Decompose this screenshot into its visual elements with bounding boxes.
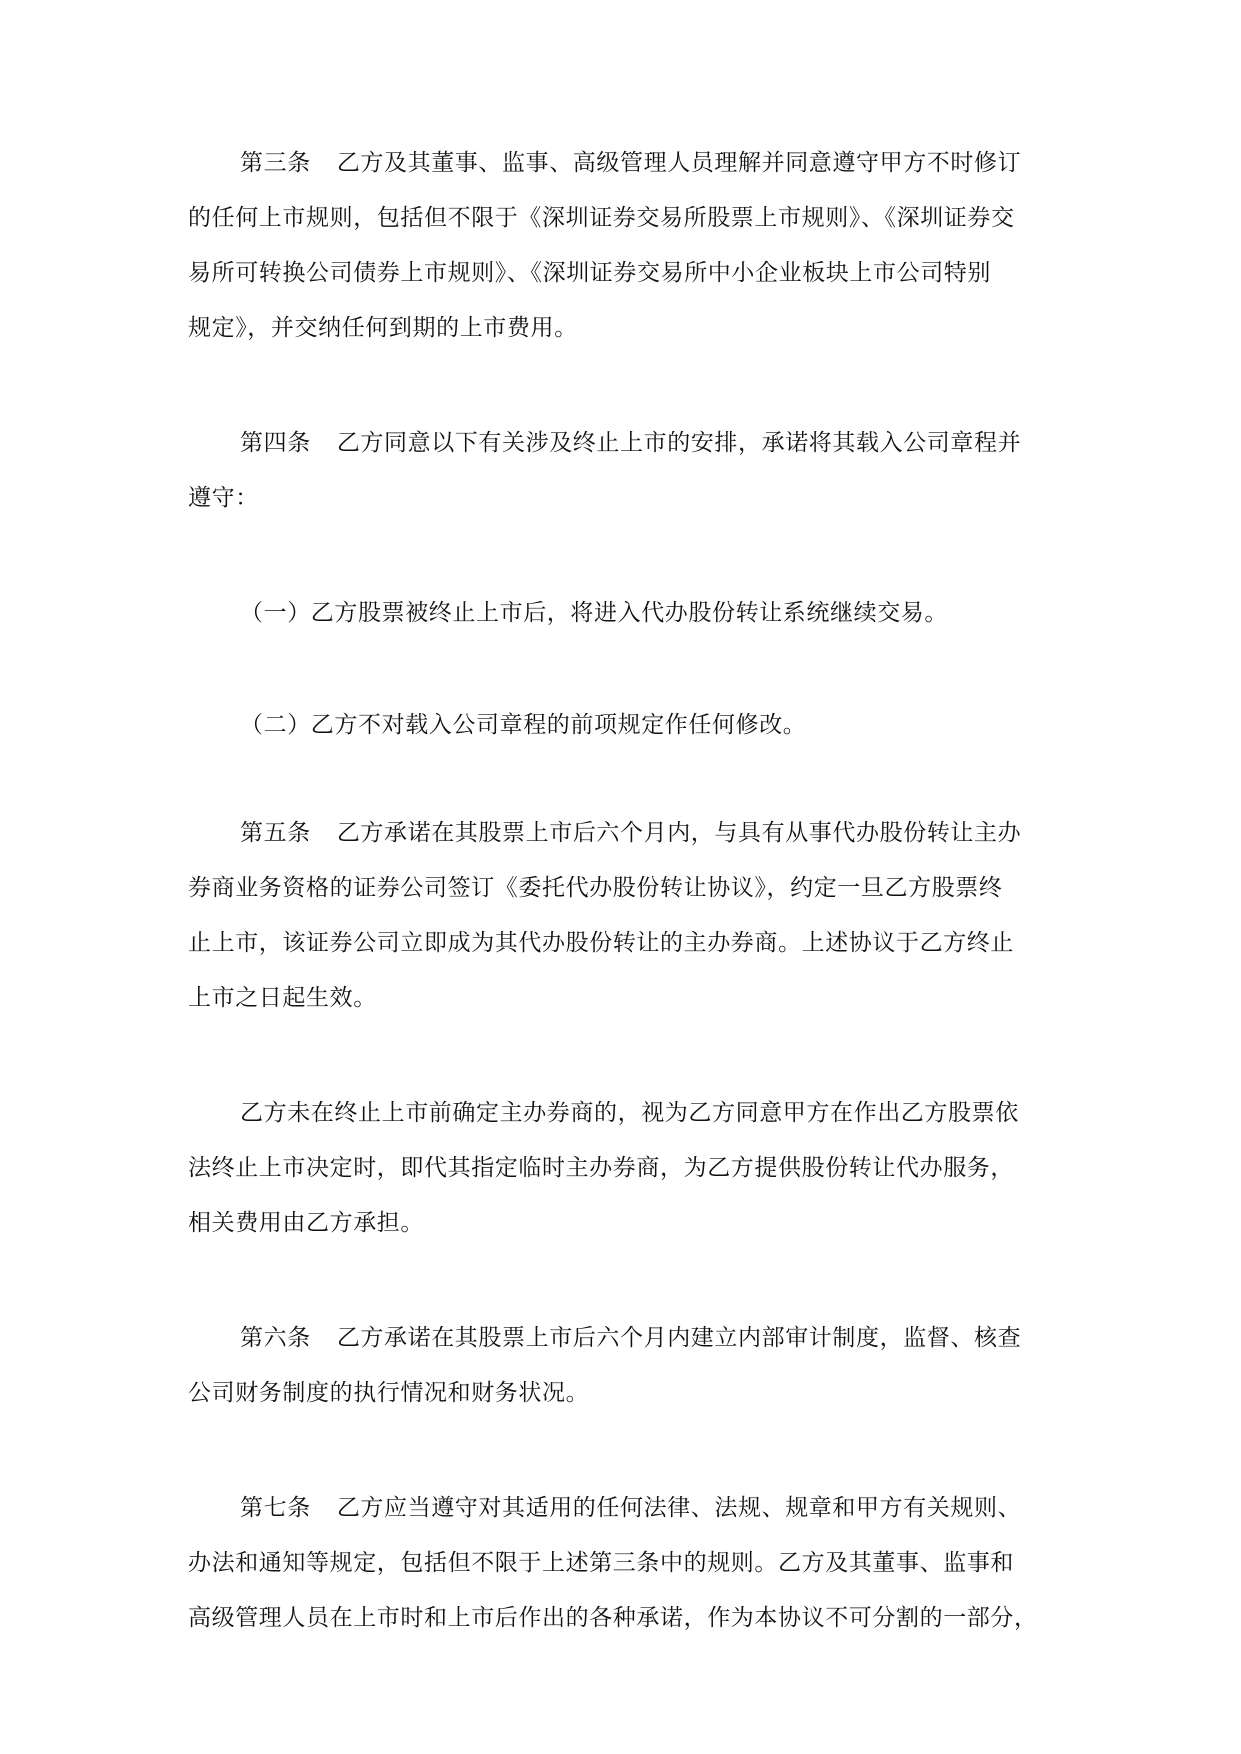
article-5-para-2-line-2: 法终止上市决定时，即代其指定临时主办券商，为乙方提供股份转让代办服务， [188,1155,1014,1181]
article-4-text: 乙方同意以下有关涉及终止上市的安排，承诺将其载入公司章程并 [336,430,1022,456]
article-6-line-1 [240,1323,1021,1353]
article-5-label: 第五条 [240,820,311,846]
article-4-line-1 [240,428,1021,458]
article-3-line-2: 的任何上市规则，包括但不限于《深圳证券交易所股票上市规则》、《深圳证券交 [188,205,1015,231]
article-3-line-4: 规定》，并交纳任何到期的上市费用。 [188,315,578,341]
article-7-label: 第七条 [240,1495,311,1521]
article-3-line-1 [240,148,1021,178]
article-5-para-2-line-1: 乙方未在终止上市前确定主办券商的，视为乙方同意甲方在作出乙方股票依 [240,1100,1019,1126]
article-6-text: 乙方承诺在其股票上市后六个月内建立内部审计制度，监督、核查 [336,1325,1022,1351]
article-4-item-2: （二）乙方不对载入公司章程的前项规定作任何修改。 [240,712,807,738]
article-3-line-3: 易所可转换公司债券上市规则》、《深圳证券交易所中小企业板块上市公司特别 [188,260,991,286]
article-7-line-3: 高级管理人员在上市时和上市后作出的各种承诺，作为本协议不可分割的一部分， [188,1605,1038,1631]
article-5-line-1 [240,818,1021,848]
article-5-line-2: 券商业务资格的证券公司签订《委托代办股份转让协议》，约定一旦乙方股票终 [188,875,1003,901]
article-6-line-2: 公司财务制度的执行情况和财务状况。 [188,1380,590,1406]
article-4-item-1: （一）乙方股票被终止上市后，将进入代办股份转让系统继续交易。 [240,600,948,626]
article-7-line-2: 办法和通知等规定，包括但不限于上述第三条中的规则。乙方及其董事、监事和 [188,1550,1014,1576]
article-5-para-2-line-3: 相关费用由乙方承担。 [188,1210,424,1236]
article-5-text: 乙方承诺在其股票上市后六个月内，与具有从事代办股份转让主办 [336,820,1022,846]
article-3-label: 第三条 [240,150,311,176]
article-7-text: 乙方应当遵守对其适用的任何法律、法规、规章和甲方有关规则、 [336,1495,1022,1521]
article-5-line-3: 止上市，该证券公司立即成为其代办股份转让的主办券商。上述协议于乙方终止 [188,930,1014,956]
article-4-line-2: 遵守： [188,485,259,511]
article-6-label: 第六条 [240,1325,311,1351]
article-3-text: 乙方及其董事、监事、高级管理人员理解并同意遵守甲方不时修订 [336,150,1022,176]
article-7-line-1 [240,1493,1021,1523]
article-4-label: 第四条 [240,430,311,456]
article-5-line-4: 上市之日起生效。 [188,985,377,1011]
